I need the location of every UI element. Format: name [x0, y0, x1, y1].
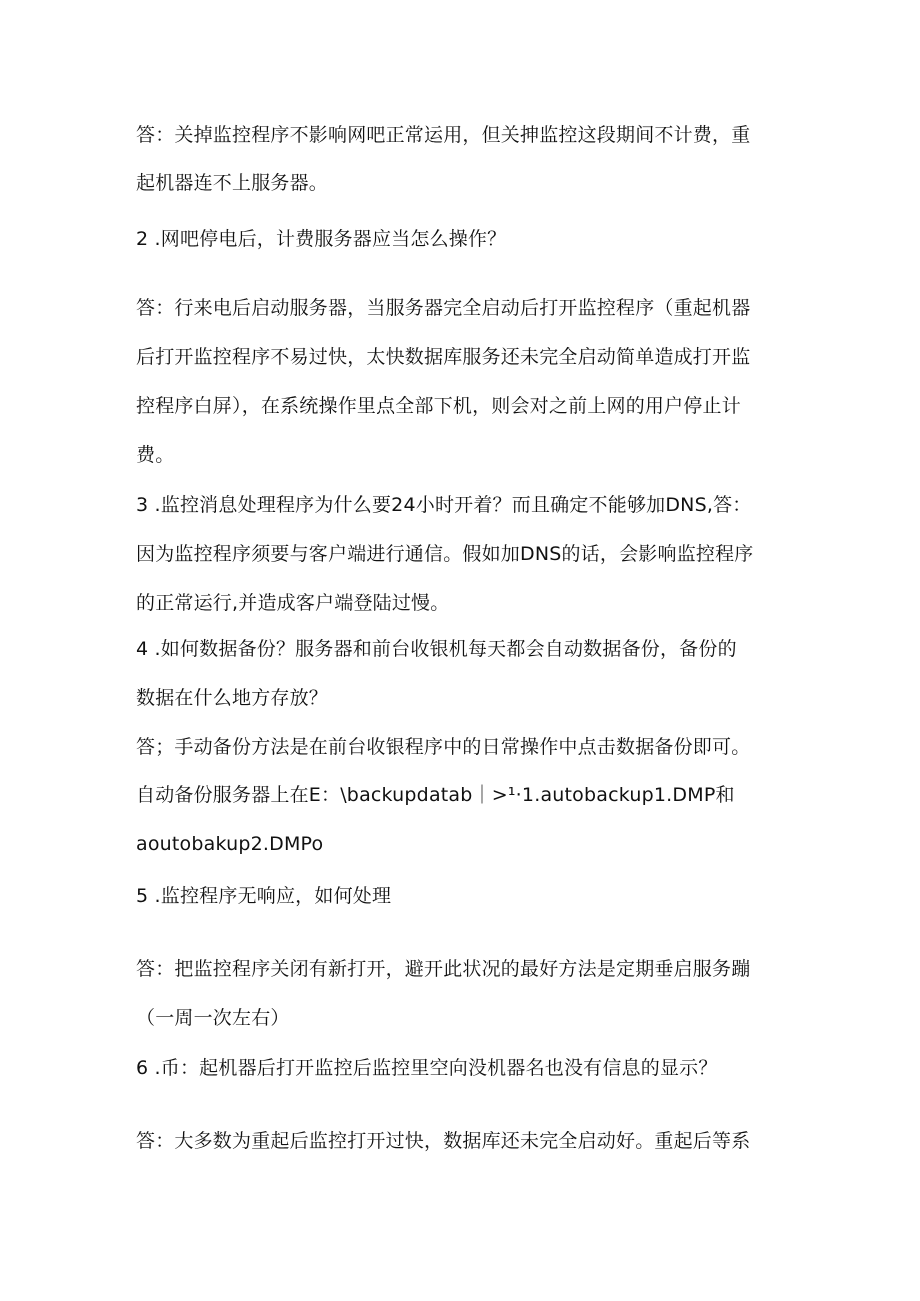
question-5: 5 .监控程序无响应，如何处理 — [136, 885, 392, 907]
answer-1-line-1: 答：关掉监控程序不影响网吧正常运用，但关抻监控这段期间不计费，重 — [136, 124, 751, 146]
answer-6-line-1: 答：大多数为重起后监控打开过快，数据库还未完全启动好。重起后等系 — [136, 1130, 751, 1152]
question-3-line-1: 3 .监控消息处理程序为什么要24小时开着？而且确定不能够加DNS,答： — [136, 494, 752, 516]
answer-3-line-1: 因为监控程序须要与客户端进行通信。假如加DNS的话，会影响监控程序 — [136, 543, 754, 565]
question-6: 6 .币：起机器后打开监控后监控里空向没机器名也没有信息的显示？ — [136, 1057, 718, 1079]
answer-5-line-1: 答：把监控程序关闭有新打开，避开此状况的最好方法是定期垂启服务蹦 — [136, 958, 751, 980]
answer-1-line-2: 起机器连不上服务器。 — [136, 172, 329, 194]
answer-4-line-3: aoutobakup2.DMPo — [136, 833, 324, 855]
answer-5-line-2: （一周一次左右） — [136, 1007, 290, 1029]
answer-4-line-2: 自动备份服务器上在E：\backupdatab｜>¹·1.autobackup1.DMP和 — [136, 784, 735, 806]
answer-2-line-1: 答：行来电后启动服务器，当服务器完全启动后打开监控程序（重起机器 — [136, 297, 751, 319]
answer-4-line-1: 答；手动备份方法是在前台收银程序中的日常操作中点击数据备份即可。 — [136, 736, 751, 758]
answer-2-line-3: 控程序白屏），在系统操作里点全部下机，则会对之前上网的用户停止计 — [136, 395, 741, 417]
answer-2-line-4: 费。 — [136, 444, 175, 466]
answer-2-line-2: 后打开监控程序不易过快，太快数据库服务还未完全启动简单造成打开监 — [136, 346, 751, 368]
answer-3-line-2: 的正常运行,并造成客户端登陆过慢。 — [136, 592, 450, 614]
question-4-line-2: 数据在什么地方存放？ — [136, 687, 329, 709]
question-2: 2 .网吧停电后，计费服务器应当怎么操作？ — [136, 228, 507, 250]
question-4-line-1: 4 .如何数据备份？服务器和前台收银机每天都会自动数据备份，备份的 — [136, 638, 737, 660]
